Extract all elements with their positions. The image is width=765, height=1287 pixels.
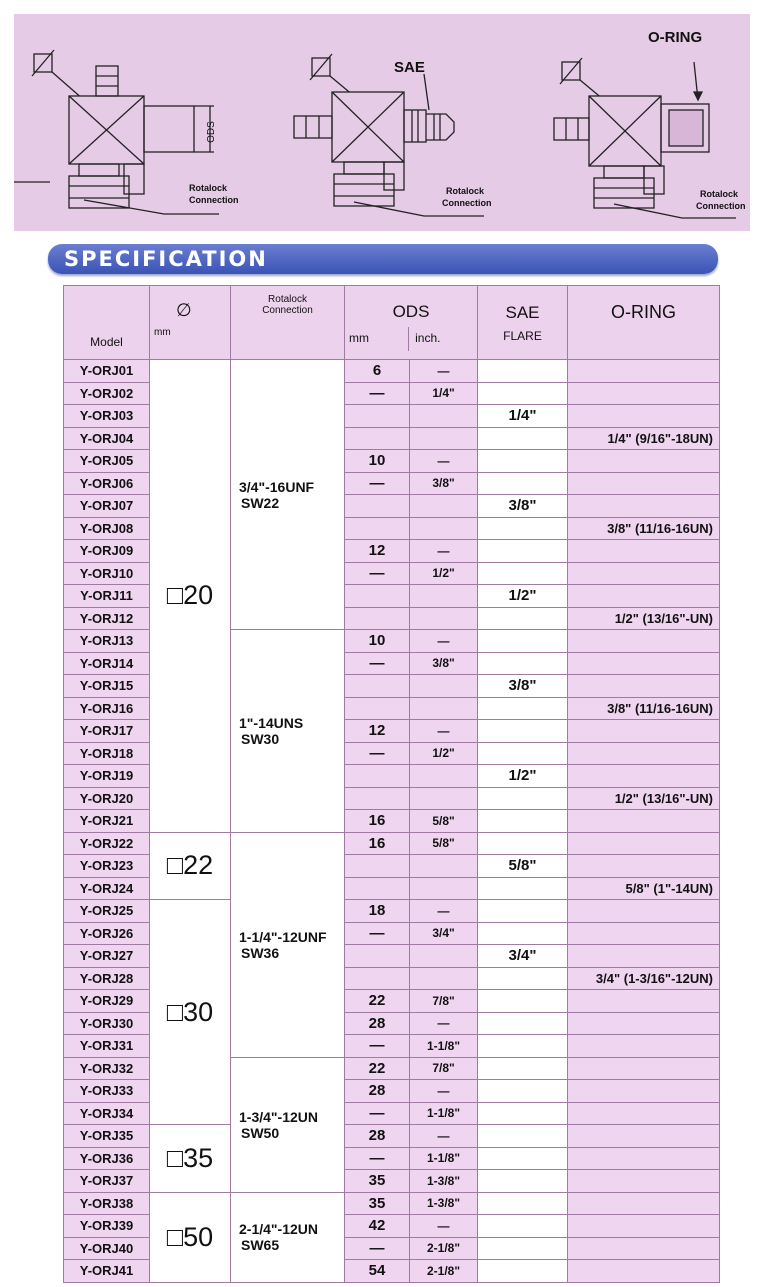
sae-cell <box>478 1192 568 1215</box>
model-cell: Y-ORJ37 <box>64 1170 150 1193</box>
sae-label: SAE <box>394 59 425 76</box>
sae-cell <box>478 697 568 720</box>
sae-cell <box>478 472 568 495</box>
rotalock-label-3a: Rotalock <box>700 189 739 199</box>
sae-cell <box>478 967 568 990</box>
sae-cell <box>478 720 568 743</box>
sae-cell <box>478 1125 568 1148</box>
rotalock-cell <box>231 630 345 833</box>
ods-inch-cell: 2-1/8" <box>410 1237 478 1260</box>
oring-cell <box>568 1125 720 1148</box>
ods-mm-cell <box>345 585 410 608</box>
ods-inch-cell: 1/2" <box>410 742 478 765</box>
model-cell: Y-ORJ04 <box>64 427 150 450</box>
oring-cell <box>568 495 720 518</box>
oring-cell: 1/4" (9/16"-18UN) <box>568 427 720 450</box>
sae-cell: 1/2" <box>478 765 568 788</box>
ods-mm-cell <box>345 675 410 698</box>
model-cell: Y-ORJ05 <box>64 450 150 473</box>
sae-cell <box>478 1215 568 1238</box>
ods-mm-cell <box>345 855 410 878</box>
oring-cell <box>568 1147 720 1170</box>
oring-cell: 5/8" (1"-14UN) <box>568 877 720 900</box>
rotalock-label-2a: Rotalock <box>446 186 485 196</box>
ods-inch-cell: 1/4" <box>410 382 478 405</box>
oring-cell <box>568 832 720 855</box>
rotalock-cell <box>231 1192 345 1282</box>
diameter-cell: □22 <box>150 832 231 900</box>
ods-inch-cell: 3/8" <box>410 472 478 495</box>
ods-mm-cell <box>345 697 410 720</box>
table-row <box>64 1125 720 1148</box>
sae-cell <box>478 1147 568 1170</box>
ods-mm-cell <box>345 877 410 900</box>
oring-cell: 3/8" (11/16-16UN) <box>568 697 720 720</box>
oring-cell <box>568 540 720 563</box>
sae-cell: 3/8" <box>478 495 568 518</box>
oring-cell <box>568 922 720 945</box>
ods-mm-cell <box>345 405 410 428</box>
oring-cell <box>568 1057 720 1080</box>
ods-inch-cell <box>410 945 478 968</box>
ods-mm-cell: — <box>345 382 410 405</box>
rotalock-thread: 1"-14UNS <box>239 714 304 731</box>
sae-cell: 1/4" <box>478 405 568 428</box>
sae-cell <box>478 562 568 585</box>
model-cell: Y-ORJ17 <box>64 720 150 743</box>
ods-mm-cell: 35 <box>345 1192 410 1215</box>
ods-mm-cell: 12 <box>345 720 410 743</box>
oring-cell <box>568 742 720 765</box>
ods-mm-cell: 10 <box>345 630 410 653</box>
sae-cell <box>478 540 568 563</box>
oring-cell: 1/2" (13/16"-UN) <box>568 787 720 810</box>
sae-cell: 1/2" <box>478 585 568 608</box>
rotalock-label-2b: Connection <box>442 198 492 208</box>
diameter-icon: ∅ <box>176 299 192 320</box>
fitting-diagrams-panel <box>14 14 750 231</box>
sae-cell <box>478 1035 568 1058</box>
sae-cell <box>478 922 568 945</box>
oring-cell <box>568 675 720 698</box>
sae-cell <box>478 1012 568 1035</box>
header-sae <box>478 286 568 360</box>
ods-mm-cell: 22 <box>345 1057 410 1080</box>
header-oring <box>568 286 720 360</box>
model-cell: Y-ORJ30 <box>64 1012 150 1035</box>
table-row <box>64 900 720 923</box>
ods-inch-cell: 1-1/8" <box>410 1102 478 1125</box>
diameter-cell: □35 <box>150 1125 231 1193</box>
header-rotalock-line1: Rotalock <box>268 294 307 305</box>
rotalock-thread: 2-1/4"-12UN <box>239 1221 319 1237</box>
ods-mm-cell: — <box>345 1035 410 1058</box>
table-row <box>64 1192 720 1215</box>
header-rotalock-line2: Connection <box>262 305 313 316</box>
oring-cell <box>568 405 720 428</box>
sae-cell <box>478 877 568 900</box>
model-cell: Y-ORJ36 <box>64 1147 150 1170</box>
ods-mm-cell: — <box>345 562 410 585</box>
sae-cell <box>478 900 568 923</box>
model-cell: Y-ORJ18 <box>64 742 150 765</box>
header-rotalock <box>231 286 345 360</box>
ods-inch-cell: 3/4" <box>410 922 478 945</box>
ods-inch-cell: 7/8" <box>410 990 478 1013</box>
ods-inch-cell: 1-3/8" <box>410 1170 478 1193</box>
oring-cell <box>568 810 720 833</box>
sae-cell: 5/8" <box>478 855 568 878</box>
ods-inch-cell: — <box>410 1080 478 1103</box>
oring-cell <box>568 472 720 495</box>
oring-cell <box>568 1035 720 1058</box>
oring-cell <box>568 1260 720 1283</box>
oring-cell <box>568 720 720 743</box>
ods-inch-cell: — <box>410 540 478 563</box>
model-cell: Y-ORJ23 <box>64 855 150 878</box>
rotalock-wrench-size: SW50 <box>241 1124 280 1141</box>
sae-cell <box>478 787 568 810</box>
oring-cell <box>568 1080 720 1103</box>
oring-cell <box>568 1012 720 1035</box>
sae-cell: 3/4" <box>478 945 568 968</box>
ods-inch-cell: — <box>410 630 478 653</box>
oring-cell <box>568 652 720 675</box>
model-cell: Y-ORJ21 <box>64 810 150 833</box>
ods-inch-cell <box>410 405 478 428</box>
ods-inch-cell: — <box>410 720 478 743</box>
sae-cell <box>478 1237 568 1260</box>
oring-cell <box>568 765 720 788</box>
ods-inch-cell: — <box>410 450 478 473</box>
rotalock-wrench-size: SW22 <box>241 494 280 511</box>
rotalock-label-1a: Rotalock <box>189 183 228 193</box>
model-cell: Y-ORJ26 <box>64 922 150 945</box>
sae-cell <box>478 517 568 540</box>
model-cell: Y-ORJ02 <box>64 382 150 405</box>
header-sae-label: SAE <box>505 302 540 322</box>
ods-mm-cell <box>345 607 410 630</box>
ods-inch-cell <box>410 585 478 608</box>
ods-mm-cell: — <box>345 1237 410 1260</box>
oring-cell <box>568 855 720 878</box>
ods-inch-cell: 1-3/8" <box>410 1192 478 1215</box>
sae-cell <box>478 360 568 383</box>
model-cell: Y-ORJ25 <box>64 900 150 923</box>
model-cell: Y-ORJ15 <box>64 675 150 698</box>
rotalock-cell <box>231 1057 345 1192</box>
model-cell: Y-ORJ38 <box>64 1192 150 1215</box>
model-cell: Y-ORJ34 <box>64 1102 150 1125</box>
specification-title: SPECIFICATION <box>64 247 268 271</box>
sae-cell <box>478 1170 568 1193</box>
diameter-cell: □20 <box>150 360 231 833</box>
oring-cell <box>568 585 720 608</box>
ods-mm-cell <box>345 787 410 810</box>
ods-inch-cell <box>410 877 478 900</box>
ods-mm-cell: 16 <box>345 810 410 833</box>
ods-mm-cell: 54 <box>345 1260 410 1283</box>
model-cell: Y-ORJ19 <box>64 765 150 788</box>
ods-inch-cell <box>410 787 478 810</box>
ods-mm-cell: 16 <box>345 832 410 855</box>
ods-inch-cell: 1/2" <box>410 562 478 585</box>
model-cell: Y-ORJ31 <box>64 1035 150 1058</box>
oring-cell <box>568 1102 720 1125</box>
rotalock-thread: 1-1/4"-12UNF <box>239 928 327 945</box>
ods-inch-cell: 2-1/8" <box>410 1260 478 1283</box>
oring-cell: 1/2" (13/16"-UN) <box>568 607 720 630</box>
model-cell: Y-ORJ22 <box>64 832 150 855</box>
ods-inch-cell <box>410 855 478 878</box>
model-cell: Y-ORJ13 <box>64 630 150 653</box>
oring-cell <box>568 1215 720 1238</box>
fitting-diagrams <box>14 14 750 231</box>
oring-cell <box>568 562 720 585</box>
model-cell: Y-ORJ03 <box>64 405 150 428</box>
model-cell: Y-ORJ11 <box>64 585 150 608</box>
model-cell: Y-ORJ20 <box>64 787 150 810</box>
oring-cell <box>568 1237 720 1260</box>
header-diameter-unit: mm <box>154 326 171 338</box>
ods-mm-cell: 42 <box>345 1215 410 1238</box>
oring-cell <box>568 1192 720 1215</box>
oring-cell: 3/8" (11/16-16UN) <box>568 517 720 540</box>
ods-mm-cell <box>345 495 410 518</box>
specification-table <box>63 285 720 1283</box>
rotalock-thread: 1-3/4"-12UN <box>239 1108 319 1125</box>
oring-cell: 3/4" (1-3/16"-12UN) <box>568 967 720 990</box>
oring-label: O-RING <box>648 29 703 46</box>
ods-inch-cell <box>410 675 478 698</box>
model-cell: Y-ORJ41 <box>64 1260 150 1283</box>
rotalock-thread: 3/4"-16UNF <box>239 478 315 495</box>
oring-cell <box>568 945 720 968</box>
ods-inch-cell: 7/8" <box>410 1057 478 1080</box>
diameter-cell: □30 <box>150 900 231 1125</box>
ods-inch-cell: 5/8" <box>410 810 478 833</box>
header-oring-label: O-RING <box>611 302 676 322</box>
table-row <box>64 360 720 383</box>
ods-mm-cell: 22 <box>345 990 410 1013</box>
ods-mm-cell: 6 <box>345 360 410 383</box>
ods-inch-cell: 5/8" <box>410 832 478 855</box>
header-sae-flare: FLARE <box>503 328 542 343</box>
model-cell: Y-ORJ33 <box>64 1080 150 1103</box>
model-cell: Y-ORJ12 <box>64 607 150 630</box>
ods-mm-cell: 10 <box>345 450 410 473</box>
sae-cell <box>478 427 568 450</box>
oring-cell <box>568 630 720 653</box>
ods-mm-cell: 28 <box>345 1125 410 1148</box>
ods-mm-cell: 28 <box>345 1012 410 1035</box>
model-cell: Y-ORJ06 <box>64 472 150 495</box>
header-ods <box>345 286 478 360</box>
ods-mm-cell <box>345 967 410 990</box>
model-cell: Y-ORJ35 <box>64 1125 150 1148</box>
ods-inch-cell <box>410 427 478 450</box>
ods-mm-cell: — <box>345 742 410 765</box>
oring-cell <box>568 450 720 473</box>
sae-cell <box>478 1057 568 1080</box>
model-cell: Y-ORJ10 <box>64 562 150 585</box>
ods-inch-cell <box>410 495 478 518</box>
sae-cell <box>478 607 568 630</box>
model-cell: Y-ORJ14 <box>64 652 150 675</box>
sae-cell <box>478 810 568 833</box>
ods-inch-cell <box>410 697 478 720</box>
sae-cell <box>478 652 568 675</box>
ods-inch-cell: 1-1/8" <box>410 1147 478 1170</box>
ods-mm-cell: — <box>345 922 410 945</box>
ods-mm-cell: 35 <box>345 1170 410 1193</box>
ods-inch-cell: — <box>410 1012 478 1035</box>
model-cell: Y-ORJ07 <box>64 495 150 518</box>
ods-mm-cell <box>345 945 410 968</box>
sae-cell <box>478 450 568 473</box>
ods-mm-cell: 28 <box>345 1080 410 1103</box>
sae-cell <box>478 742 568 765</box>
ods-inch-cell: — <box>410 1125 478 1148</box>
rotalock-label-3b: Connection <box>696 201 746 211</box>
ods-inch-cell: — <box>410 900 478 923</box>
rotalock-cell <box>231 832 345 1057</box>
rotalock-wrench-size: SW30 <box>241 730 280 747</box>
model-cell: Y-ORJ24 <box>64 877 150 900</box>
sae-cell <box>478 1102 568 1125</box>
ods-inch-cell: 3/8" <box>410 652 478 675</box>
oring-cell <box>568 990 720 1013</box>
ods-mm-cell <box>345 427 410 450</box>
model-cell: Y-ORJ29 <box>64 990 150 1013</box>
header-diameter <box>150 286 231 360</box>
oring-cell <box>568 900 720 923</box>
table-header-row <box>64 286 720 360</box>
model-cell: Y-ORJ39 <box>64 1215 150 1238</box>
rotalock-cell <box>231 360 345 630</box>
ods-label: ODS <box>206 121 217 143</box>
table-row <box>64 832 720 855</box>
ods-mm-cell <box>345 765 410 788</box>
ods-mm-cell: — <box>345 1102 410 1125</box>
rotalock-wrench-size: SW36 <box>241 944 280 961</box>
model-cell: Y-ORJ27 <box>64 945 150 968</box>
ods-inch-cell: 1-1/8" <box>410 1035 478 1058</box>
ods-mm-cell: 12 <box>345 540 410 563</box>
ods-inch-cell: — <box>410 1215 478 1238</box>
ods-mm-cell: — <box>345 472 410 495</box>
ods-inch-cell <box>410 607 478 630</box>
oring-cell <box>568 360 720 383</box>
model-cell: Y-ORJ16 <box>64 697 150 720</box>
model-cell: Y-ORJ32 <box>64 1057 150 1080</box>
header-ods-label: ODS <box>392 301 430 321</box>
header-ods-mm: mm <box>349 330 369 345</box>
ods-inch-cell <box>410 517 478 540</box>
sae-cell <box>478 832 568 855</box>
sae-cell <box>478 630 568 653</box>
ods-mm-cell: — <box>345 652 410 675</box>
model-cell: Y-ORJ09 <box>64 540 150 563</box>
header-model <box>64 286 150 360</box>
sae-cell <box>478 382 568 405</box>
ods-inch-cell <box>410 765 478 788</box>
ods-mm-cell <box>345 517 410 540</box>
oring-cell <box>568 382 720 405</box>
sae-cell: 3/8" <box>478 675 568 698</box>
model-cell: Y-ORJ40 <box>64 1237 150 1260</box>
ods-inch-cell: — <box>410 360 478 383</box>
sae-cell <box>478 990 568 1013</box>
sae-cell <box>478 1260 568 1283</box>
ods-mm-cell: 18 <box>345 900 410 923</box>
oring-cell <box>568 1170 720 1193</box>
sae-cell <box>478 1080 568 1103</box>
ods-inch-cell <box>410 967 478 990</box>
model-cell: Y-ORJ28 <box>64 967 150 990</box>
header-ods-inch: inch. <box>408 327 477 351</box>
model-cell: Y-ORJ01 <box>64 360 150 383</box>
diameter-cell: □50 <box>150 1192 231 1282</box>
rotalock-label-1b: Connection <box>189 195 239 205</box>
header-model-label: Model <box>90 335 123 349</box>
specification-header <box>48 244 718 274</box>
model-cell: Y-ORJ08 <box>64 517 150 540</box>
rotalock-wrench-size: SW65 <box>241 1237 280 1253</box>
ods-mm-cell: — <box>345 1147 410 1170</box>
table-body <box>64 360 720 1283</box>
